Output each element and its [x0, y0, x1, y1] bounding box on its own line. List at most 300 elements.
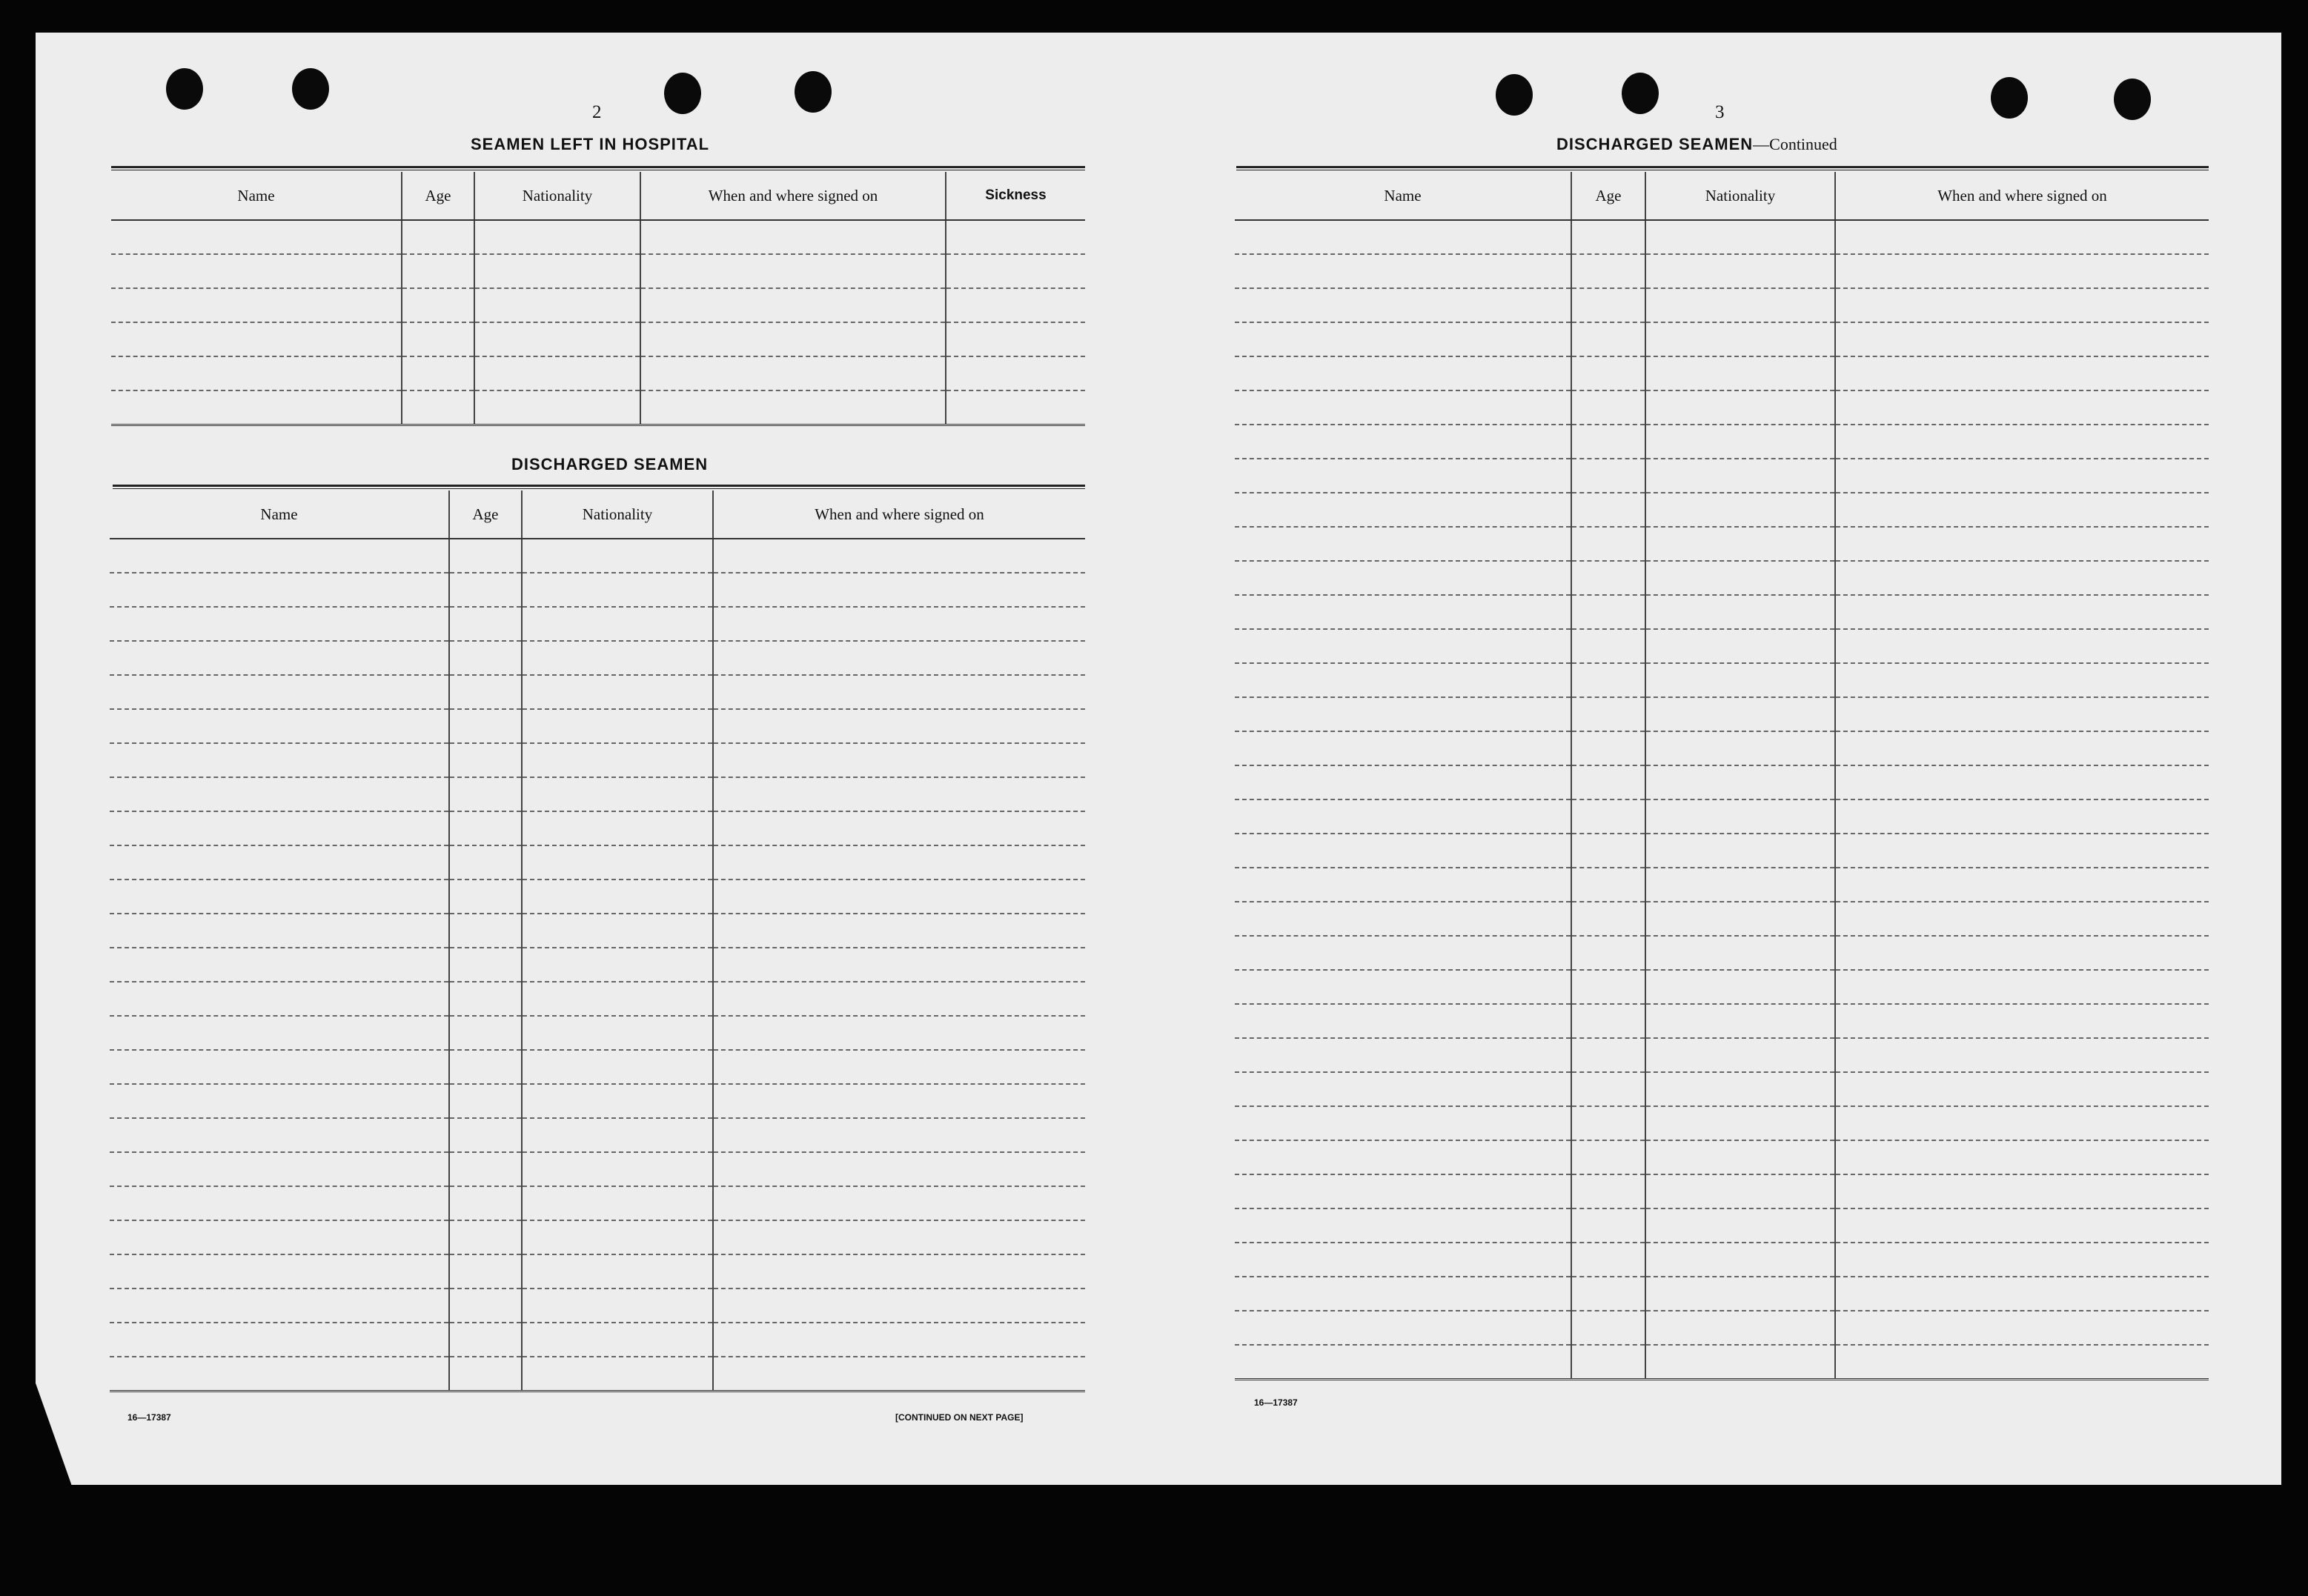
table-row: [1235, 1208, 2209, 1243]
blank-cell: [1235, 902, 1571, 936]
blank-cell: [713, 675, 1085, 709]
blank-cell: [522, 982, 713, 1016]
blank-cell: [1835, 1174, 2209, 1208]
blank-cell: [1835, 1038, 2209, 1072]
section-title-hospital: SEAMEN LEFT IN HOSPITAL: [471, 135, 710, 153]
blank-cell: [1645, 731, 1835, 765]
blank-cell: [522, 607, 713, 641]
table-row: [1235, 765, 2209, 799]
blank-cell: [713, 1357, 1085, 1391]
blank-cell: [1571, 595, 1645, 629]
table-row: [110, 1084, 1085, 1118]
blank-cell: [522, 743, 713, 777]
column-header-nationality: Nationality: [474, 172, 640, 220]
blank-cell: [640, 288, 946, 322]
blank-cell: [1235, 322, 1571, 356]
blank-cell: [1835, 765, 2209, 799]
table-row: [1235, 799, 2209, 834]
blank-cell: [110, 1220, 449, 1254]
blank-cell: [1645, 902, 1835, 936]
blank-cell: [1235, 1106, 1571, 1140]
blank-cell: [713, 982, 1085, 1016]
blank-cell: [1235, 1277, 1571, 1311]
blank-cell: [1235, 731, 1571, 765]
blank-cell: [1835, 390, 2209, 425]
table-row: [110, 1220, 1085, 1254]
blank-cell: [449, 777, 522, 811]
blank-cell: [1571, 1038, 1645, 1072]
blank-cell: [1235, 1004, 1571, 1038]
blank-cell: [522, 1118, 713, 1152]
blank-cell: [1235, 1140, 1571, 1174]
blank-cell: [1645, 1243, 1835, 1277]
blank-cell: [1645, 390, 1835, 425]
blank-cell: [1645, 1072, 1835, 1106]
table-row: [110, 811, 1085, 845]
table-row: [110, 777, 1085, 811]
blank-cell: [522, 709, 713, 743]
blank-cell: [474, 390, 640, 425]
table-row: [1235, 220, 2209, 254]
blank-cell: [1571, 254, 1645, 288]
blank-cell: [1571, 220, 1645, 254]
blank-cell: [1571, 697, 1645, 731]
column-header-name: Name: [110, 491, 449, 539]
table-row: [1235, 834, 2209, 868]
blank-cell: [449, 982, 522, 1016]
blank-cell: [1235, 561, 1571, 595]
blank-cell: [1235, 1243, 1571, 1277]
blank-cell: [713, 777, 1085, 811]
discharged-table-right: [1235, 172, 2209, 1380]
blank-cell: [1571, 1243, 1645, 1277]
table-row: [110, 1118, 1085, 1152]
table-row: [110, 675, 1085, 709]
title-text: DISCHARGED SEAMEN: [1556, 135, 1754, 153]
blank-cell: [449, 1152, 522, 1186]
blank-cell: [110, 1016, 449, 1050]
discharged-table-left: [110, 491, 1085, 1392]
blank-cell: [713, 1323, 1085, 1357]
blank-cell: [402, 220, 474, 254]
column-header-age: Age: [1571, 172, 1645, 220]
blank-cell: [1571, 1004, 1645, 1038]
blank-cell: [1571, 1311, 1645, 1345]
table-row: [110, 1323, 1085, 1357]
table-row: [110, 1152, 1085, 1186]
table-row: [111, 356, 1085, 390]
column-header-nationality: Nationality: [1645, 172, 1835, 220]
blank-cell: [110, 982, 449, 1016]
blank-cell: [402, 322, 474, 356]
blank-cell: [449, 1220, 522, 1254]
blank-cell: [522, 845, 713, 880]
table-row: [1235, 1072, 2209, 1106]
blank-cell: [1571, 799, 1645, 834]
blank-cell: [1235, 425, 1571, 459]
blank-cell: [449, 880, 522, 914]
blank-cell: [946, 254, 1085, 288]
blank-cell: [110, 641, 449, 675]
blank-cell: [1235, 697, 1571, 731]
blank-cell: [402, 356, 474, 390]
binder-hole: [795, 71, 832, 113]
blank-cell: [522, 1323, 713, 1357]
blank-cell: [522, 539, 713, 573]
blank-cell: [1645, 561, 1835, 595]
table-row: [111, 254, 1085, 288]
blank-cell: [110, 1357, 449, 1391]
table-row: [1235, 1345, 2209, 1380]
blank-cell: [1235, 254, 1571, 288]
table-row: [110, 607, 1085, 641]
blank-cell: [1645, 1174, 1835, 1208]
blank-cell: [111, 220, 402, 254]
blank-cell: [1571, 1277, 1645, 1311]
blank-cell: [1645, 493, 1835, 527]
table-row: [110, 641, 1085, 675]
table-row: [110, 880, 1085, 914]
table-row: [1235, 254, 2209, 288]
blank-cell: [449, 1323, 522, 1357]
table-row: [1235, 1277, 2209, 1311]
blank-cell: [1571, 493, 1645, 527]
column-header-nationality: Nationality: [522, 491, 713, 539]
blank-cell: [713, 539, 1085, 573]
blank-cell: [1835, 527, 2209, 561]
blank-cell: [110, 880, 449, 914]
blank-cell: [946, 322, 1085, 356]
table-row: [111, 390, 1085, 425]
blank-cell: [110, 811, 449, 845]
blank-cell: [110, 1084, 449, 1118]
blank-cell: [110, 948, 449, 982]
blank-cell: [713, 641, 1085, 675]
blank-cell: [1645, 288, 1835, 322]
blank-cell: [449, 709, 522, 743]
blank-cell: [1235, 527, 1571, 561]
table-row: [110, 709, 1085, 743]
table-row: [111, 288, 1085, 322]
page-number: 3: [1715, 102, 1725, 122]
table-row: [1235, 629, 2209, 663]
table-row: [110, 743, 1085, 777]
blank-cell: [713, 1152, 1085, 1186]
blank-cell: [110, 1186, 449, 1220]
blank-cell: [522, 914, 713, 948]
blank-cell: [449, 914, 522, 948]
column-header-sickness: Sickness: [946, 172, 1085, 220]
heavy-rule: [1236, 166, 2209, 170]
table-row: [110, 845, 1085, 880]
blank-cell: [1645, 356, 1835, 390]
blank-cell: [1645, 1106, 1835, 1140]
blank-cell: [522, 1289, 713, 1323]
blank-cell: [522, 641, 713, 675]
table-row: [110, 1289, 1085, 1323]
blank-cell: [1645, 834, 1835, 868]
blank-cell: [713, 1254, 1085, 1289]
table-row: [1235, 902, 2209, 936]
blank-cell: [449, 1084, 522, 1118]
blank-cell: [110, 1152, 449, 1186]
table-row: [110, 539, 1085, 573]
blank-cell: [110, 573, 449, 607]
table-row: [1235, 459, 2209, 493]
blank-cell: [1835, 1311, 2209, 1345]
blank-cell: [1571, 834, 1645, 868]
blank-cell: [1835, 1208, 2209, 1243]
table-row: [1235, 595, 2209, 629]
blank-cell: [1235, 629, 1571, 663]
blank-cell: [474, 322, 640, 356]
table-row: [1235, 663, 2209, 697]
blank-cell: [449, 641, 522, 675]
blank-cell: [449, 675, 522, 709]
blank-cell: [1835, 1277, 2209, 1311]
blank-cell: [1235, 220, 1571, 254]
blank-cell: [402, 288, 474, 322]
column-header-age: Age: [402, 172, 474, 220]
blank-cell: [522, 880, 713, 914]
blank-cell: [1835, 561, 2209, 595]
blank-cell: [522, 1220, 713, 1254]
blank-cell: [713, 1050, 1085, 1084]
blank-cell: [1835, 425, 2209, 459]
hospital-table: [111, 172, 1085, 426]
blank-cell: [111, 390, 402, 425]
table-row: [1235, 561, 2209, 595]
blank-cell: [1235, 390, 1571, 425]
blank-cell: [1835, 288, 2209, 322]
blank-cell: [110, 675, 449, 709]
blank-cell: [713, 1118, 1085, 1152]
column-header-signed-on: When and where signed on: [640, 172, 946, 220]
blank-cell: [1235, 1174, 1571, 1208]
table-row: [1235, 970, 2209, 1004]
blank-cell: [1571, 663, 1645, 697]
table-row: [1235, 288, 2209, 322]
blank-cell: [1645, 220, 1835, 254]
binder-hole: [166, 68, 203, 110]
table-row: [1235, 1311, 2209, 1345]
blank-cell: [713, 880, 1085, 914]
blank-cell: [449, 1357, 522, 1391]
blank-cell: [1835, 629, 2209, 663]
blank-cell: [1645, 1311, 1835, 1345]
blank-cell: [110, 845, 449, 880]
blank-cell: [1235, 493, 1571, 527]
column-header-age: Age: [449, 491, 522, 539]
table-row: [1235, 731, 2209, 765]
blank-cell: [1645, 1004, 1835, 1038]
heavy-rule: [111, 166, 1085, 170]
table-row: [1235, 1038, 2209, 1072]
blank-cell: [1571, 1345, 1645, 1380]
blank-cell: [1835, 697, 2209, 731]
blank-cell: [1645, 322, 1835, 356]
blank-cell: [1235, 868, 1571, 902]
blank-cell: [522, 1084, 713, 1118]
blank-cell: [522, 948, 713, 982]
blank-cell: [946, 390, 1085, 425]
binder-hole: [292, 68, 329, 110]
blank-cell: [110, 1254, 449, 1289]
table-row: [111, 220, 1085, 254]
blank-cell: [1571, 1174, 1645, 1208]
binder-hole: [1991, 77, 2028, 119]
blank-cell: [522, 1152, 713, 1186]
table-row: [1235, 1174, 2209, 1208]
blank-cell: [1571, 936, 1645, 970]
blank-cell: [1835, 663, 2209, 697]
blank-cell: [110, 539, 449, 573]
blank-cell: [1835, 1140, 2209, 1174]
table-row: [110, 914, 1085, 948]
blank-cell: [522, 1357, 713, 1391]
blank-cell: [110, 743, 449, 777]
blank-cell: [449, 1186, 522, 1220]
blank-cell: [1235, 288, 1571, 322]
blank-cell: [1571, 322, 1645, 356]
blank-cell: [1571, 902, 1645, 936]
column-header-name: Name: [1235, 172, 1571, 220]
blank-cell: [1571, 1106, 1645, 1140]
blank-cell: [449, 607, 522, 641]
blank-cell: [1645, 936, 1835, 970]
blank-cell: [449, 1118, 522, 1152]
table-row: [1235, 936, 2209, 970]
blank-cell: [1645, 459, 1835, 493]
blank-cell: [449, 573, 522, 607]
blank-cell: [1645, 527, 1835, 561]
blank-cell: [1571, 459, 1645, 493]
blank-cell: [110, 1323, 449, 1357]
blank-cell: [1235, 663, 1571, 697]
blank-cell: [449, 1254, 522, 1289]
blank-cell: [1235, 799, 1571, 834]
table-row: [1235, 1106, 2209, 1140]
blank-cell: [110, 914, 449, 948]
blank-cell: [1235, 834, 1571, 868]
blank-cell: [1645, 1345, 1835, 1380]
blank-cell: [111, 322, 402, 356]
continued-note: [CONTINUED ON NEXT PAGE]: [895, 1412, 1024, 1423]
blank-cell: [713, 1289, 1085, 1323]
blank-cell: [1571, 629, 1645, 663]
blank-cell: [1835, 834, 2209, 868]
blank-cell: [111, 356, 402, 390]
table-row: [110, 1050, 1085, 1084]
blank-cell: [713, 743, 1085, 777]
blank-cell: [946, 220, 1085, 254]
blank-cell: [1235, 1345, 1571, 1380]
blank-cell: [1235, 595, 1571, 629]
blank-cell: [1571, 356, 1645, 390]
blank-cell: [1835, 1243, 2209, 1277]
blank-cell: [449, 1050, 522, 1084]
blank-cell: [713, 948, 1085, 982]
blank-cell: [474, 220, 640, 254]
section-title-discharged: DISCHARGED SEAMEN: [511, 455, 709, 473]
blank-cell: [1571, 765, 1645, 799]
blank-cell: [449, 743, 522, 777]
blank-cell: [1645, 595, 1835, 629]
blank-cell: [640, 390, 946, 425]
blank-cell: [1835, 1004, 2209, 1038]
table-row: [1235, 1243, 2209, 1277]
blank-cell: [1571, 1208, 1645, 1243]
blank-cell: [110, 709, 449, 743]
table-row: [110, 1016, 1085, 1050]
binder-hole: [1622, 73, 1659, 114]
blank-cell: [110, 607, 449, 641]
blank-cell: [1571, 1072, 1645, 1106]
blank-cell: [1571, 288, 1645, 322]
blank-cell: [1645, 1140, 1835, 1174]
blank-cell: [640, 254, 946, 288]
blank-cell: [1645, 697, 1835, 731]
table-row: [110, 1357, 1085, 1391]
blank-cell: [1835, 1072, 2209, 1106]
heavy-rule: [113, 485, 1085, 489]
blank-cell: [1235, 1311, 1571, 1345]
blank-cell: [946, 288, 1085, 322]
blank-cell: [713, 914, 1085, 948]
form-number: 16—17387: [127, 1412, 171, 1423]
blank-cell: [1235, 1072, 1571, 1106]
table-row: [1235, 322, 2209, 356]
blank-cell: [1645, 663, 1835, 697]
blank-cell: [402, 390, 474, 425]
blank-cell: [111, 288, 402, 322]
blank-cell: [713, 1084, 1085, 1118]
blank-cell: [474, 288, 640, 322]
table-row: [1235, 1004, 2209, 1038]
blank-cell: [1835, 459, 2209, 493]
blank-cell: [1645, 425, 1835, 459]
blank-cell: [1835, 254, 2209, 288]
table-row: [1235, 493, 2209, 527]
blank-cell: [1645, 1277, 1835, 1311]
blank-cell: [522, 777, 713, 811]
blank-cell: [1645, 868, 1835, 902]
binder-hole: [2114, 79, 2151, 120]
blank-cell: [640, 322, 946, 356]
blank-cell: [474, 254, 640, 288]
table-row: [110, 1254, 1085, 1289]
blank-cell: [1835, 1106, 2209, 1140]
blank-cell: [1571, 425, 1645, 459]
blank-cell: [522, 1016, 713, 1050]
column-header-name: Name: [111, 172, 402, 220]
blank-cell: [522, 1186, 713, 1220]
table-row: [111, 322, 1085, 356]
blank-cell: [713, 709, 1085, 743]
table-row: [1235, 356, 2209, 390]
blank-cell: [110, 1050, 449, 1084]
blank-cell: [522, 675, 713, 709]
blank-cell: [1835, 868, 2209, 902]
binder-hole: [1496, 74, 1533, 116]
blank-cell: [713, 1220, 1085, 1254]
page-number: 2: [592, 102, 602, 122]
blank-cell: [640, 356, 946, 390]
table-row: [110, 573, 1085, 607]
table-row: [110, 948, 1085, 982]
section-title-discharged-continued: [1556, 135, 1837, 154]
blank-cell: [1645, 1208, 1835, 1243]
